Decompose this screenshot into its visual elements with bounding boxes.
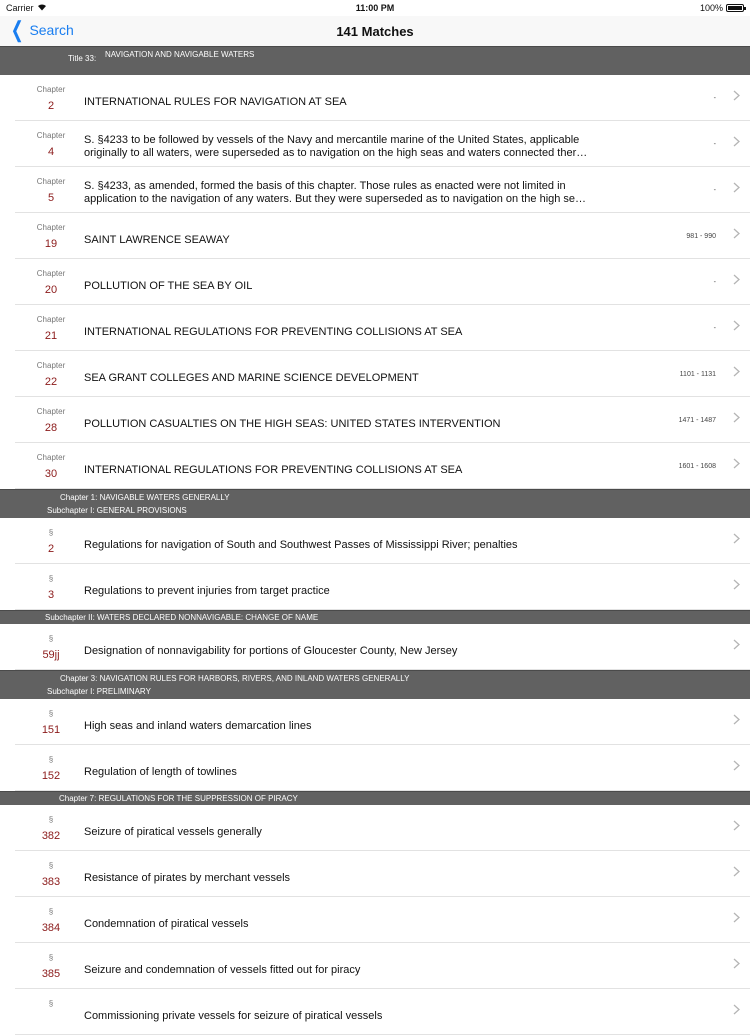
item-range: 1101 - 1131 xyxy=(679,371,716,378)
item-kind-label: Chapter xyxy=(36,361,66,370)
item-title xyxy=(84,964,644,976)
item-kind-label: Chapter xyxy=(36,315,66,324)
chevron-right-icon xyxy=(733,578,740,593)
chevron-right-icon xyxy=(733,1003,740,1018)
item-kind-label: § xyxy=(48,907,54,916)
item-number: 151 xyxy=(41,724,61,736)
item-kind-label: Chapter xyxy=(36,177,66,186)
item-kind-label: Chapter xyxy=(36,407,66,416)
list-item[interactable] xyxy=(15,624,750,670)
item-title-line: S. §4233 to be followed by vessels of the Navy and mercantile marine of the United States, applicable xyxy=(84,134,580,146)
section-title: Chapter 7: REGULATIONS FOR THE SUPPRESSION OF PIRACY xyxy=(59,794,298,803)
navigation-bar xyxy=(0,16,750,47)
item-kind-label: § xyxy=(48,755,54,764)
item-title xyxy=(84,372,644,384)
chevron-right-icon xyxy=(733,411,740,426)
battery-indicator xyxy=(700,3,744,13)
item-kind-label: Chapter xyxy=(36,131,66,140)
item-title-line: POLLUTION OF THE SEA BY OIL xyxy=(84,280,253,292)
item-range: - xyxy=(713,187,716,194)
item-title-line: SAINT LAWRENCE SEAWAY xyxy=(84,234,230,246)
chevron-right-icon xyxy=(733,135,740,150)
chevron-right-icon xyxy=(733,181,740,196)
battery-percent: 100% xyxy=(699,3,723,13)
page-title: 141 Matches xyxy=(336,24,414,39)
item-kind-label: § xyxy=(48,528,54,537)
list-item[interactable] xyxy=(15,805,750,851)
chevron-right-icon xyxy=(733,759,740,774)
item-kind-label: § xyxy=(48,999,54,1008)
item-title-line: application to the navigation of any waters. But they were superseded as to navigation on the high se… xyxy=(84,193,587,205)
item-title-line: High seas and inland waters demarcation lines xyxy=(84,720,312,732)
results-list[interactable] xyxy=(0,46,750,1035)
item-title xyxy=(84,645,644,657)
section-subtitle: Subchapter I: GENERAL PROVISIONS xyxy=(47,506,187,515)
back-label: Search xyxy=(29,22,74,38)
item-title xyxy=(84,464,644,476)
section-header xyxy=(0,610,750,624)
item-title xyxy=(84,826,644,838)
item-title-line: SEA GRANT COLLEGES AND MARINE SCIENCE DEVELOPMENT xyxy=(84,372,419,384)
item-number: 385 xyxy=(41,968,61,980)
item-title-line: Regulations for navigation of South and Southwest Passes of Mississippi River; penalties xyxy=(84,539,518,551)
item-range: - xyxy=(713,325,716,332)
item-number: 30 xyxy=(44,468,58,480)
item-title-line: Condemnation of piratical vessels xyxy=(84,918,249,930)
item-range: - xyxy=(713,95,716,102)
item-kind-label: Chapter xyxy=(36,269,66,278)
item-title-line: INTERNATIONAL REGULATIONS FOR PREVENTING COLLISIONS AT SEA xyxy=(84,326,463,338)
item-title xyxy=(84,872,644,884)
section-title: Chapter 1: NAVIGABLE WATERS GENERALLY xyxy=(60,493,230,502)
item-title xyxy=(84,234,644,246)
item-number: 19 xyxy=(44,238,58,250)
item-title-line: Seizure and condemnation of vessels fitted out for piracy xyxy=(84,964,361,976)
item-number: 20 xyxy=(44,284,58,296)
item-title xyxy=(84,134,644,160)
item-kind-label: Chapter xyxy=(36,453,66,462)
item-range: 1471 - 1487 xyxy=(678,417,716,424)
item-range: 981 - 990 xyxy=(686,233,716,240)
list-item[interactable] xyxy=(15,897,750,943)
item-title-line: Commissioning private vessels for seizure of piratical vessels xyxy=(84,1010,383,1022)
chevron-right-icon xyxy=(733,819,740,834)
list-item[interactable] xyxy=(15,351,750,397)
item-kind-label: § xyxy=(48,634,54,643)
item-title-line: Seizure of piratical vessels generally xyxy=(84,826,262,838)
item-title xyxy=(84,96,644,108)
item-title xyxy=(84,418,644,430)
item-title xyxy=(84,180,644,206)
item-title-line: originally to all waters, were superseded as to navigation on the high seas and waters connected ther… xyxy=(84,147,588,159)
chevron-right-icon xyxy=(733,457,740,472)
chevron-right-icon xyxy=(733,713,740,728)
item-range: - xyxy=(713,279,716,286)
list-item[interactable] xyxy=(15,213,750,259)
section-subtitle: NAVIGATION AND NAVIGABLE WATERS xyxy=(105,50,255,59)
item-number: 382 xyxy=(41,830,61,842)
item-title-line: Resistance of pirates by merchant vessels xyxy=(84,872,291,884)
item-number: 4 xyxy=(47,146,55,158)
list-item[interactable] xyxy=(15,943,750,989)
chevron-right-icon xyxy=(733,227,740,242)
item-number: 152 xyxy=(41,770,61,782)
list-item[interactable] xyxy=(15,443,750,489)
list-item[interactable] xyxy=(15,167,750,213)
list-item[interactable] xyxy=(15,259,750,305)
chevron-right-icon xyxy=(733,532,740,547)
section-header xyxy=(0,791,750,805)
item-number: 5 xyxy=(47,192,55,204)
chevron-right-icon xyxy=(733,319,740,334)
item-title-line: INTERNATIONAL RULES FOR NAVIGATION AT SEA xyxy=(84,96,347,108)
item-title-line: POLLUTION CASUALTIES ON THE HIGH SEAS: UNITED STATES INTERVENTION xyxy=(84,418,501,430)
status-bar xyxy=(0,0,750,16)
item-title-line: S. §4233, as amended, formed the basis of this chapter. Those rules as enacted were not limited in xyxy=(84,180,566,192)
list-item[interactable] xyxy=(15,397,750,443)
section-subtitle: Subchapter I: PRELIMINARY xyxy=(47,687,151,696)
section-header xyxy=(0,46,750,75)
section-header xyxy=(0,670,750,699)
item-number: 28 xyxy=(44,422,58,434)
item-kind-label: § xyxy=(48,953,54,962)
item-number: 59jj xyxy=(42,649,60,661)
item-title xyxy=(84,766,644,778)
item-kind-label: § xyxy=(48,709,54,718)
item-title xyxy=(84,918,644,930)
item-title xyxy=(84,280,644,292)
chevron-right-icon xyxy=(733,865,740,880)
item-range: - xyxy=(713,141,716,148)
item-number: 22 xyxy=(44,376,58,388)
item-kind-label: Chapter xyxy=(36,223,66,232)
chevron-right-icon xyxy=(733,273,740,288)
list-item[interactable] xyxy=(15,305,750,351)
item-kind-label: Chapter xyxy=(36,85,66,94)
item-title-line: INTERNATIONAL REGULATIONS FOR PREVENTING COLLISIONS AT SEA xyxy=(84,464,463,476)
item-range: 1601 - 1608 xyxy=(678,463,716,470)
item-number: 3 xyxy=(47,589,55,601)
item-kind-label: § xyxy=(48,574,54,583)
item-title xyxy=(84,1010,644,1022)
chevron-left-icon: ❮ xyxy=(10,17,24,42)
item-number: 21 xyxy=(44,330,58,342)
list-item[interactable] xyxy=(15,745,750,791)
section-header xyxy=(0,489,750,518)
carrier-label: Carrier xyxy=(6,3,47,13)
section-title: Subchapter II: WATERS DECLARED NONNAVIGABLE: CHANGE OF NAME xyxy=(45,613,319,622)
clock: 11:00 PM xyxy=(355,3,395,13)
item-kind-label: § xyxy=(48,861,54,870)
chevron-right-icon xyxy=(733,89,740,104)
list-item[interactable] xyxy=(15,699,750,745)
list-item[interactable] xyxy=(15,851,750,897)
battery-icon xyxy=(726,4,744,12)
item-number: 2 xyxy=(47,543,55,555)
item-title xyxy=(84,720,644,732)
item-title-line: Regulations to prevent injuries from target practice xyxy=(84,585,330,597)
item-number: 383 xyxy=(41,876,61,888)
item-title xyxy=(84,539,644,551)
section-title: Chapter 3: NAVIGATION RULES FOR HARBORS, RIVERS, AND INLAND WATERS GENERALLY xyxy=(60,674,410,683)
list-item[interactable] xyxy=(15,564,750,610)
item-title-line: Regulation of length of towlines xyxy=(84,766,237,778)
item-title xyxy=(84,326,644,338)
item-title-line: Designation of nonnavigability for portions of Gloucester County, New Jersey xyxy=(84,645,458,657)
chevron-right-icon xyxy=(733,911,740,926)
list-item[interactable] xyxy=(15,989,750,1035)
item-number: 2 xyxy=(47,100,55,112)
list-item[interactable] xyxy=(15,121,750,167)
list-item[interactable] xyxy=(15,518,750,564)
list-item[interactable] xyxy=(15,75,750,121)
item-kind-label: § xyxy=(48,815,54,824)
chevron-right-icon xyxy=(733,957,740,972)
item-title xyxy=(84,585,644,597)
chevron-right-icon xyxy=(733,638,740,653)
chevron-right-icon xyxy=(733,365,740,380)
section-title: Title 33: xyxy=(68,54,97,63)
item-number: 384 xyxy=(41,922,61,934)
